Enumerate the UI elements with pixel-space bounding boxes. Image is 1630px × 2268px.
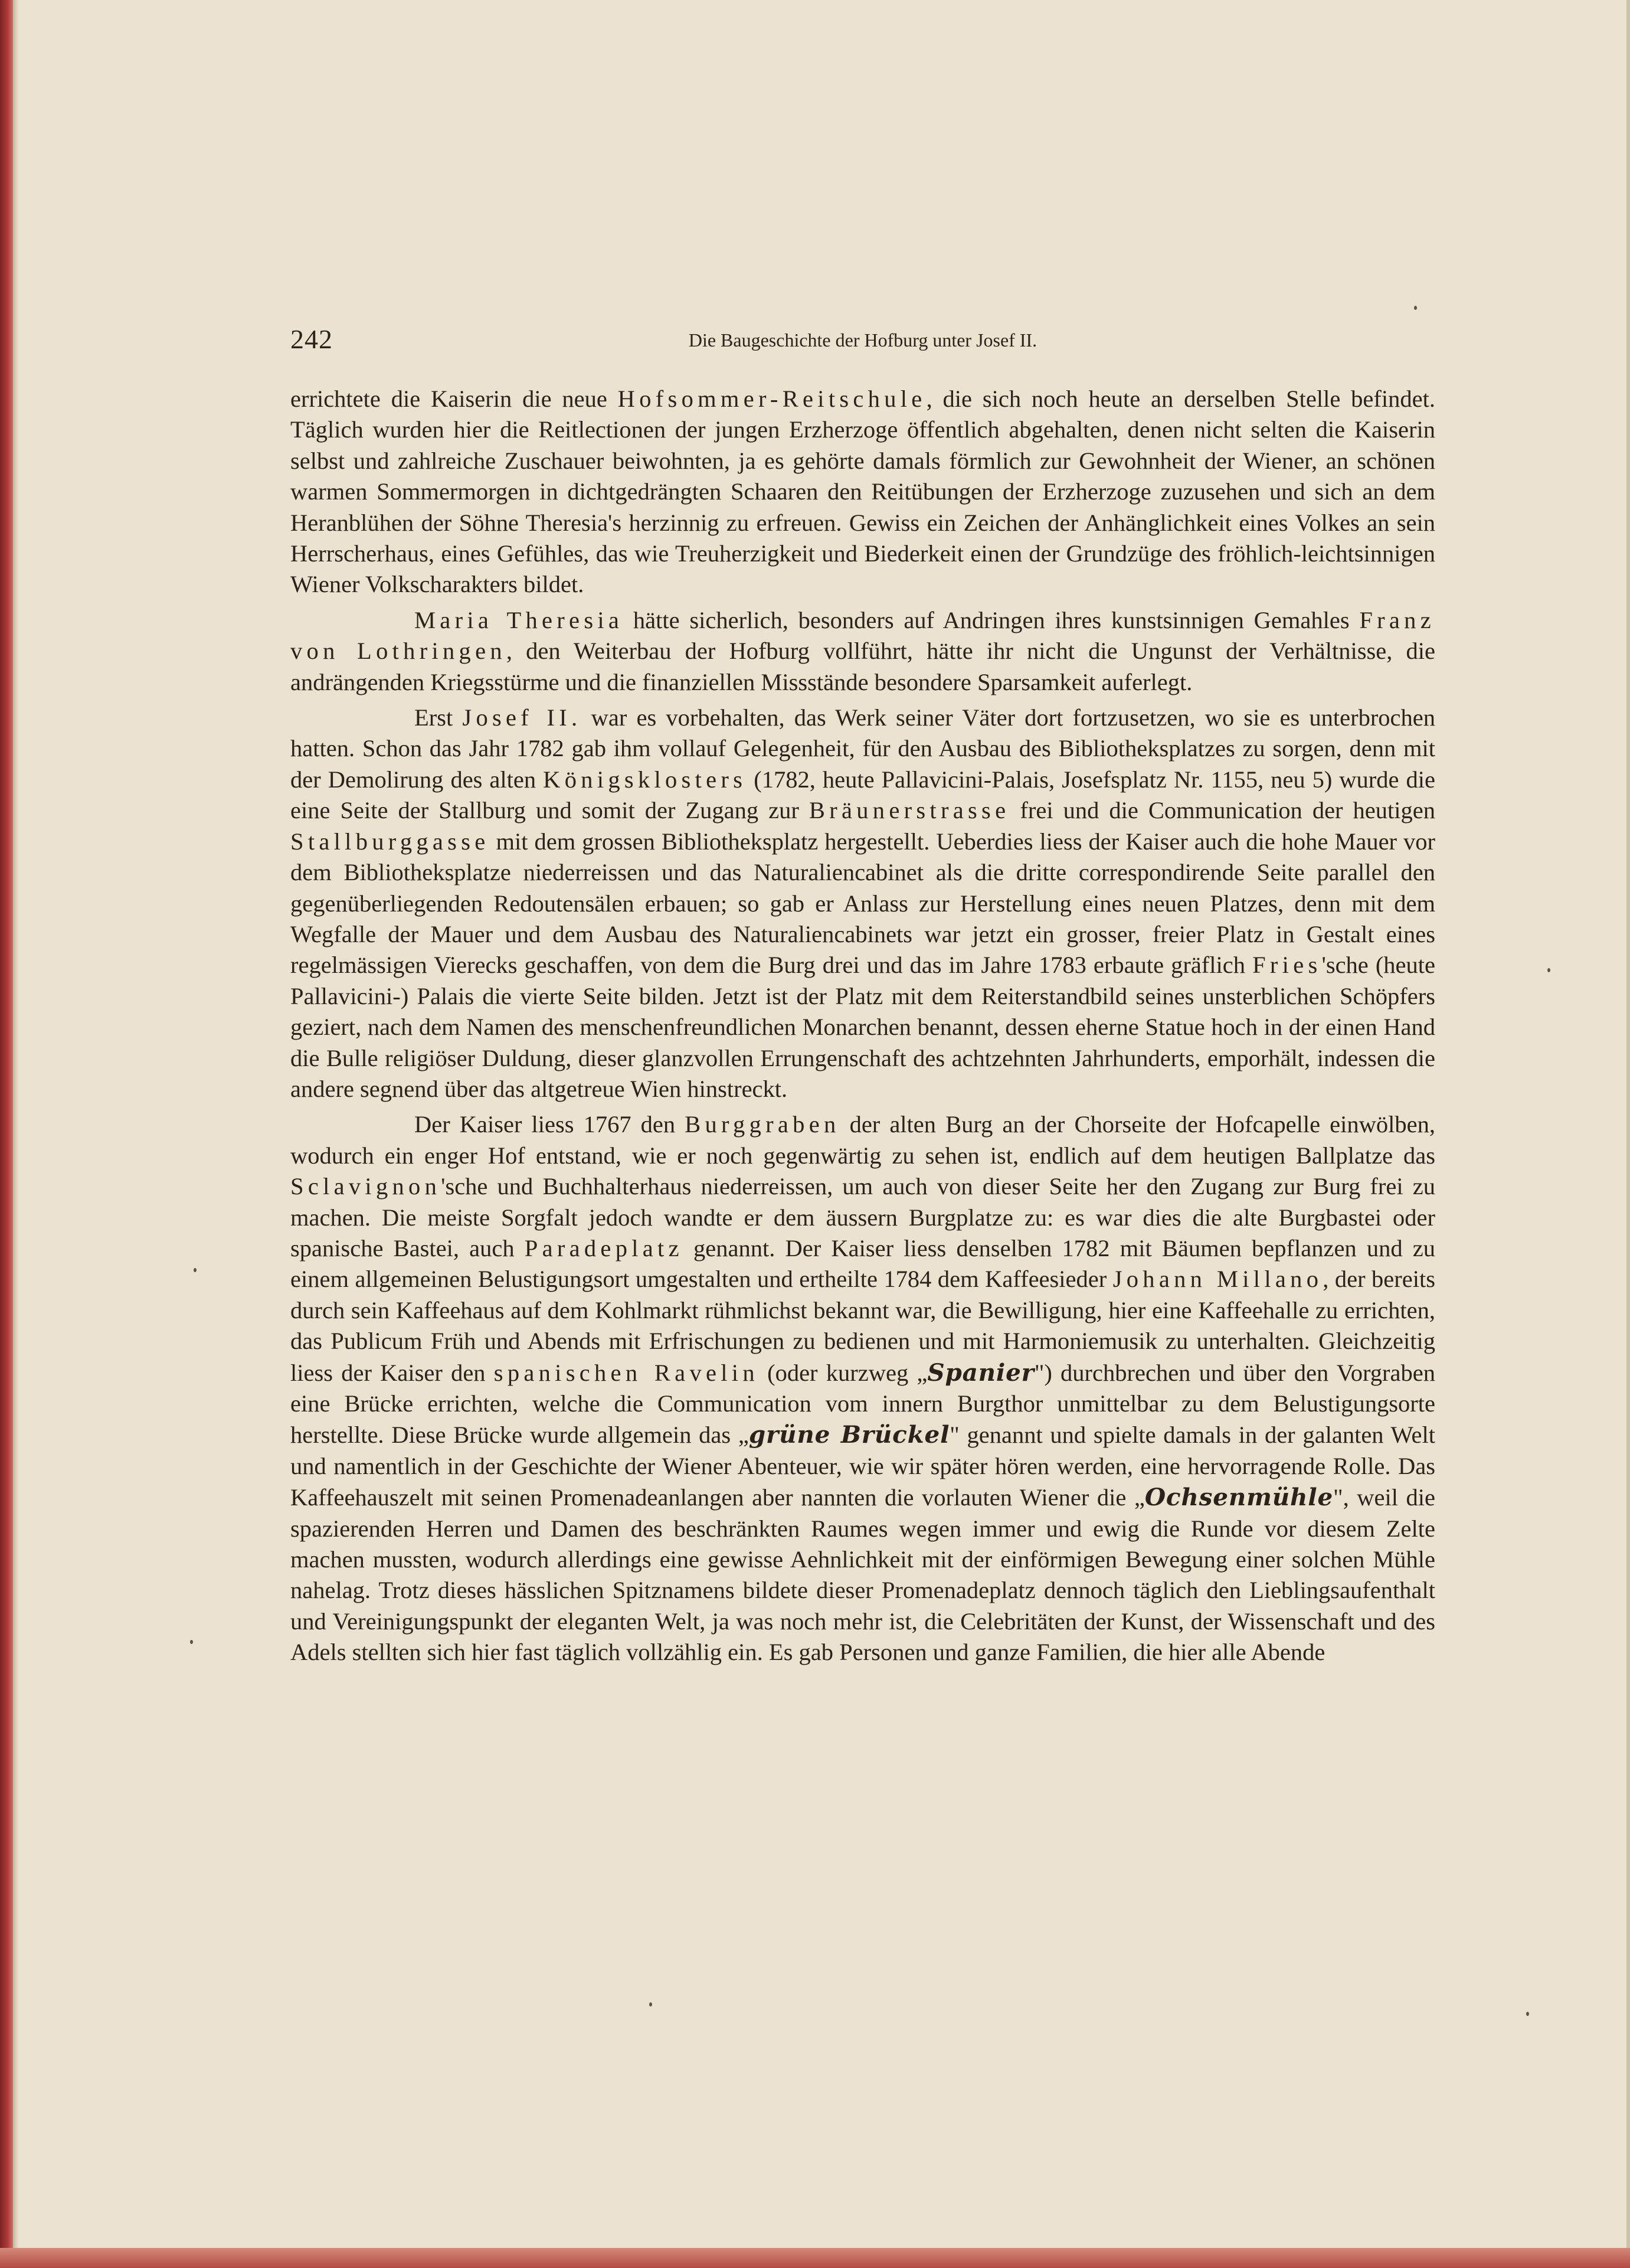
spaced-term: Sclavignon [290,1173,441,1200]
spaced-term: Paradeplatz [524,1234,683,1262]
paragraph-3 [290,702,1435,1104]
gutter-shadow [13,0,19,2268]
text-run: , den Weiterbau der Hofburg vollführt, hätte ihr nicht die Ungunst der Verhältnisse, die andrängenden Kriegsstürme und die finanziellen Missstände besondere Sparsamkeit auferlegt. [290,638,1435,695]
text-run: genannt. Der Kaiser liess denselben 1782 mit Bäumen bepflanzen und zu einem allgemeinen Belustigungsort umgestalten und ertheilte 1784 dem Kaffeesieder [290,1234,1435,1293]
spaced-term: Königsklosters [543,766,747,793]
text-run: (oder kurzweg „ [758,1359,928,1386]
blackletter-term: grüne Brückel [748,1420,950,1449]
text-run: Der Kaiser liess 1767 den [414,1111,685,1138]
text-run: hätte sicherlich, besonders auf Andringen ihres kunstsinnigen Gemahles [623,606,1360,633]
running-head [290,323,1435,365]
text-run: 'sche und Buchhalterhaus niederreissen, um auch von dieser Seite her den Zugang zur Burg frei zu machen. Die meiste Sorgfalt jedoch wandte er dem äussern Burgplatze zu: es war dies die alte Burgbastei oder spanische Bastei, auch [290,1173,1435,1262]
paper-speck [1526,2012,1529,2016]
text-run: ") durchbrechen und über den Vorgraben eine Brücke errichten, welche die Communication vom innern Burgthor unmittelbar zu dem Belustigungsorte herstellte. Diese Brücke wurde allgemein das „ [290,1359,1435,1449]
paper-speck [649,2002,652,2006]
text-run: Erst [414,704,463,731]
spaced-term: spanischen Ravelin [493,1359,759,1386]
page-number: 242 [290,324,333,354]
spaced-term: Johann Millano [1112,1266,1323,1293]
text-run: errichtete die Kaiserin die neue [290,385,618,412]
running-title: Die Baugeschichte der Hofburg unter Josef II. [688,329,1037,351]
spaced-term: Hofsommer-Reitschule [617,385,927,412]
spaced-term: Maria Theresia [414,606,624,633]
body-text [290,384,1435,1668]
spaced-term: Stallburggasse [290,828,490,855]
text-run: war es vorbehalten, das Werk seiner Väter dort fortzusetzen, wo sie es unterbrochen hatten. Schon das Jahr 1782 gab ihm vollauf Gelegenheit, für den Ausbau des Bibliotheksplatzes zu sorgen, denn mit der Demolirung des alten [290,704,1436,793]
paragraph-1 [290,384,1435,600]
paper-speck [1414,306,1417,310]
red-binding-edge [0,0,13,2268]
spaced-term: Burggraben [685,1111,840,1138]
page-edge [1626,0,1630,2268]
spaced-term: Bräunerstrasse [809,797,1010,824]
paper-speck [1547,968,1550,972]
text-run: " genannt und spielte damals in der galanten Welt und namentlich in der Geschichte der Wiener Abenteuer, wie wir später hören werden, eine hervorragende Rolle. Das Kaffeehauszelt mit seinen Promenadeanlangen aber nannten die vorlauten Wiener die „ [290,1421,1435,1511]
blackletter-term: Spanier [927,1358,1035,1387]
paragraph-2 [290,605,1435,698]
text-run: , die sich noch heute an derselben Stelle befindet. Täglich wurden hier die Reitlectionen der jungen Erzherzoge öffentlich abgehalten, denen nicht selten die Kaiserin selbst und zahlreiche Zuschauer beiwohnten, ja es gehörte damals förmlich zur Gewohnheit der Wiener, an schönen warmen Sommermorgen in dichtgedrängten Schaaren den Reitübungen der Erzherzoge zuzusehen und sich an dem Heranblühen der Söhne Theresia's herzinnig zu erfreuen. Gewiss ein Zeichen der Anhänglichkeit eines Volkes an sein Herrscherhaus, eines Gefühles, das wie Treuherzigkeit und Biederkeit einen der Grundzüge des fröhlich-leichtsinnigen Wiener Volkscharakters bildet. [290,385,1435,598]
paragraph-4 [290,1109,1435,1668]
text-run: , der bereits durch sein Kaffeehaus auf dem Kohlmarkt rühmlichst bekannt war, die Bewilligung, hier eine Kaffeehalle zu errichten, das Publicum Früh und Abends mit Erfrischungen zu bedienen und mit Harmoniemusik zu unterhalten. Gleichzeitig liess der Kaiser den [290,1266,1435,1386]
spaced-term: Josef II. [462,704,582,731]
text-run: mit dem grossen Bibliotheksplatz hergestellt. Ueberdies liess der Kaiser auch die hohe Mauer vor dem Bibliotheksplatze niederreissen und das Naturaliencabinet als die dritte correspondirende Seite parallel den gegenüberliegenden Redoutensälen erbauen; so gab er Anlass zur Herstellung eines neuen Platzes, denn mit dem Wegfalle der Mauer und dem Ausbau des Naturaliencabinets war jetzt ein grosser, freier Platz in Gestalt eines regelmässigen Vierecks geschaffen, von dem die Burg drei und das im Jahre 1783 erbaute gräflich [290,828,1435,979]
blackletter-term: Ochsenmühle [1144,1483,1334,1512]
spaced-term: Franz von Lothringen [290,606,1435,665]
text-run: 'sche (heute Pallavicini-) Palais die vierte Seite bilden. Jetzt ist der Platz mit dem Reiterstandbild seines unsterblichen Schöpfers geziert, nach dem Namen des menschenfreundlichen Monarchen benannt, dessen eherne Statue hoch in der einen Hand die Bulle religiöser Duldung, dieser glanzvollen Errungenschaft des achtzehnten Jahrhunderts, emporhält, indessen die andere segnend über das altgetreue Wien hinstreckt. [290,952,1436,1102]
text-run: ", weil die spazierenden Herren und Damen des beschränkten Raumes wegen immer und ewig die Runde vor diesem Zelte machen mussten, wodurch allerdings eine gewisse Aehnlichkeit mit der einförmigen Bewegung einer solchen Mühle nahelag. Trotz dieses hässlichen Spitznamens bildete dieser Promenadeplatz dennoch täglich den Lieblingsaufenthalt und Vereinigungspunkt der eleganten Welt, ja was noch mehr ist, die Celebritäten der Kunst, der Wissenschaft und des Adels stellten sich hier fast täglich vollzählig ein. Es gab Personen und ganze Familien, die hier alle Abende [290,1484,1435,1666]
paper-speck [190,1640,193,1644]
spaced-term: Fries [1252,952,1322,979]
text-run: frei und die Communication der heutigen [1010,797,1435,824]
text-run: (1782, heute Pallavicini-Palais, Josefsplatz Nr. 1155, neu 5) wurde die eine Seite der Stallburg und somit der Zugang zur [290,766,1436,824]
red-bottom-edge [0,2248,1630,2268]
text-run: der alten Burg an der Chorseite der Hofcapelle einwölben, wodurch ein enger Hof entstand, wie er noch gegenwärtig zu sehen ist, endlich auf dem heutigen Ballplatze das [290,1111,1436,1169]
paper-speck [194,1268,197,1272]
